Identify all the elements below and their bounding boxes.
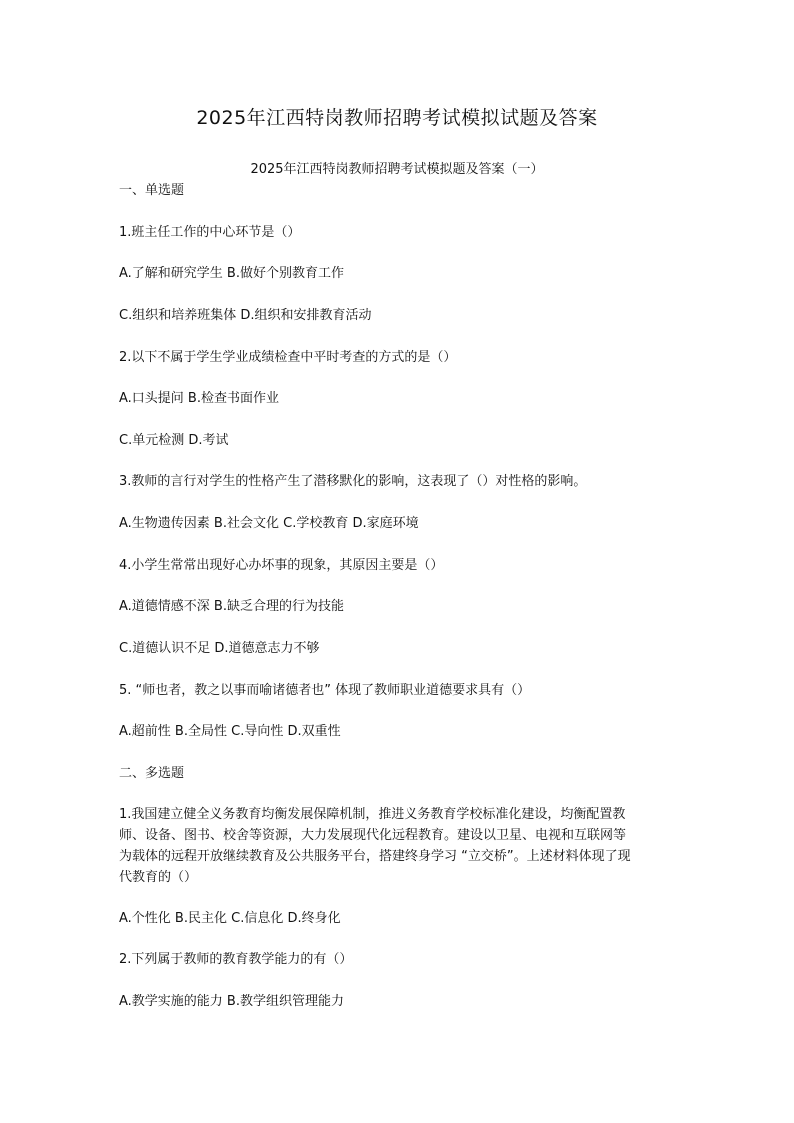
section-heading-single-choice: 一、单选题	[119, 183, 185, 198]
question-1-options-ab: A.了解和研究学生 B.做好个别教育工作	[119, 266, 344, 281]
document-title: 2025年江西特岗教师招聘考试模拟试题及答案	[196, 107, 598, 129]
multi-question-2-options-ab: A.教学实施的能力 B.教学组织管理能力	[119, 994, 344, 1009]
question-5: 5. “师也者，教之以事而喻诸德者也” 体现了教师职业道德要求具有（）	[119, 683, 531, 698]
multi-question-2: 2.下列属于教师的教育教学能力的有（）	[119, 952, 353, 967]
question-2-options-ab: A.口头提问 B.检查书面作业	[119, 391, 279, 406]
question-3-options: A.生物遗传因素 B.社会文化 C.学校教育 D.家庭环境	[119, 516, 419, 531]
multi-question-1	[119, 804, 679, 888]
question-1-options-cd: C.组织和培养班集体 D.组织和安排教育活动	[119, 308, 372, 323]
section-heading-multiple-choice: 二、多选题	[119, 766, 185, 781]
question-4-options-cd: C.道德认识不足 D.道德意志力不够	[119, 641, 320, 656]
multi-question-1-line: 代教育的（）	[119, 870, 198, 885]
multi-question-1-options: A.个性化 B.民主化 C.信息化 D.终身化	[119, 911, 341, 926]
multi-question-1-line: 师、设备、图书、校舍等资源，大力发展现代化远程教育。建设以卫星、电视和互联网等	[119, 828, 627, 843]
question-4: 4.小学生常常出现好心办坏事的现象，其原因主要是（）	[119, 558, 444, 573]
multi-question-1-line: 为载体的远程开放继续教育及公共服务平台，搭建终身学习 “立交桥”。上述材料体现了现	[119, 849, 631, 864]
question-2: 2.以下不属于学生学业成绩检查中平时考查的方式的是（）	[119, 350, 457, 365]
question-4-options-ab: A.道德情感不深 B.缺乏合理的行为技能	[119, 599, 344, 614]
question-2-options-cd: C.单元检测 D.考试	[119, 433, 229, 448]
multi-question-1-line: 1.我国建立健全义务教育均衡发展保障机制，推进义务教育学校标准化建设，均衡配置教	[119, 807, 626, 822]
question-1: 1.班主任工作的中心环节是（）	[119, 225, 301, 240]
question-5-options: A.超前性 B.全局性 C.导向性 D.双重性	[119, 724, 341, 739]
question-3: 3.教师的言行对学生的性格产生了潜移默化的影响，这表现了（）对性格的影响。	[119, 474, 587, 489]
document-subtitle: 2025年江西特岗教师招聘考试模拟题及答案（一）	[250, 162, 544, 177]
